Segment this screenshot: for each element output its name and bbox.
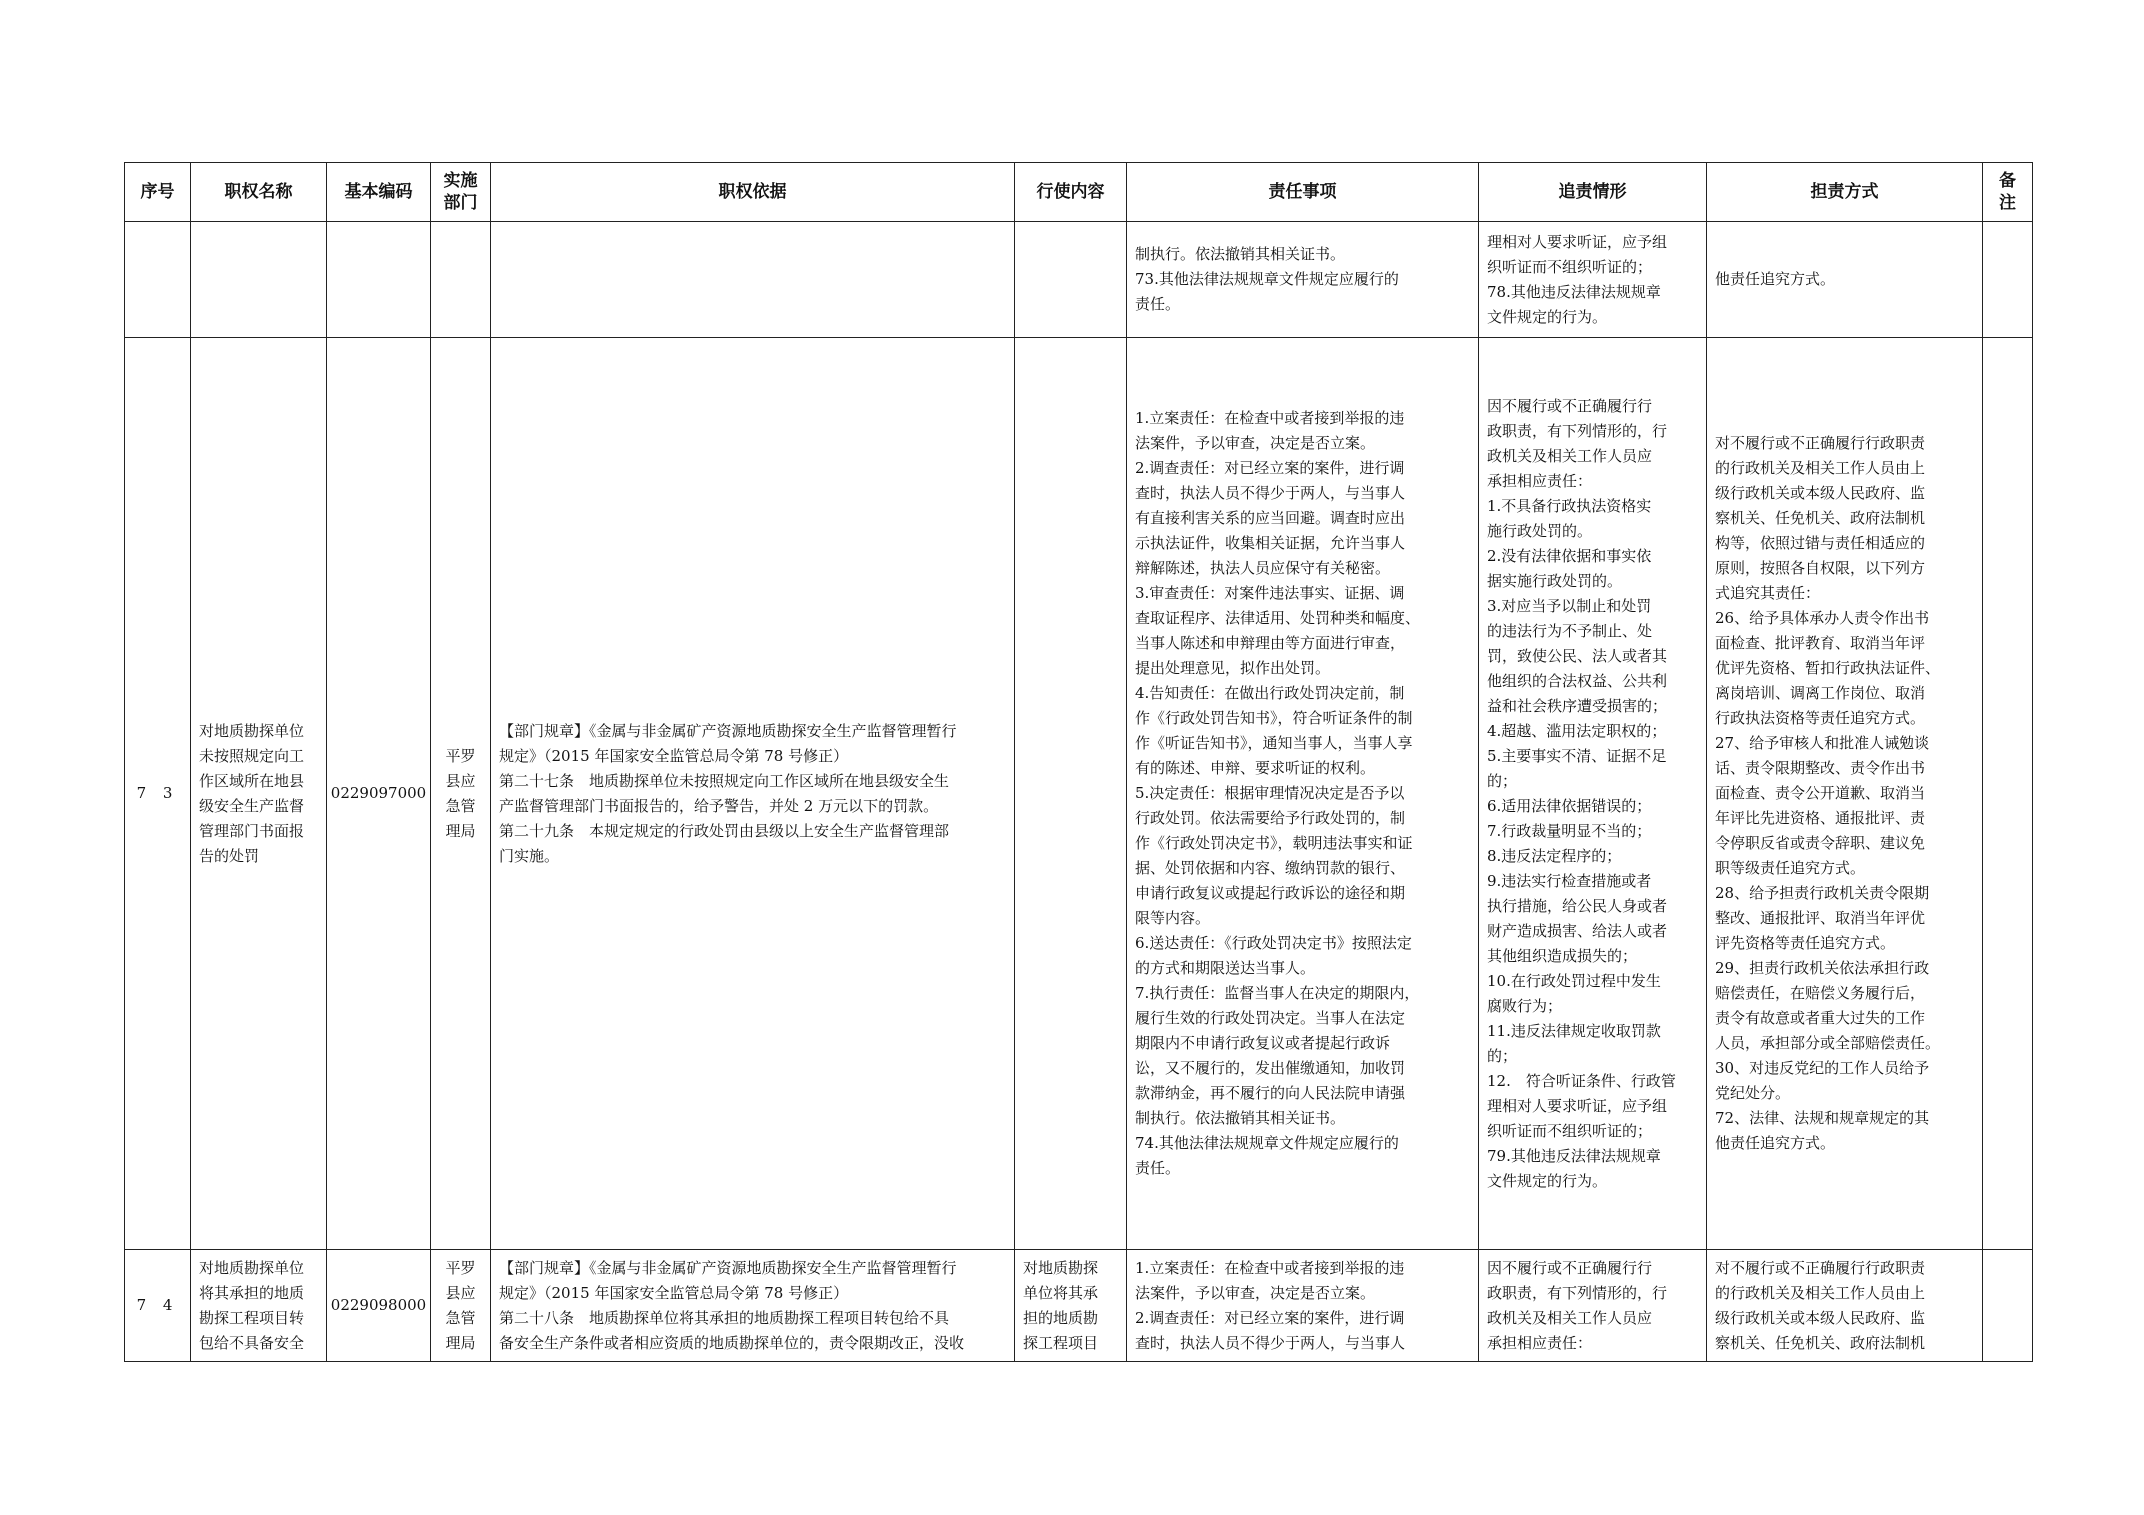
cell-accountability	[1479, 1250, 1707, 1362]
header-dept-text: 实施 部门	[443, 171, 478, 213]
header-liability: 担责方式	[1707, 163, 1983, 222]
cell-liability	[1707, 338, 1983, 1250]
cell-basis	[491, 338, 1015, 1250]
cell-content-text: 对地质勘探 单位将其承 担的地质勘 探工程项目	[1023, 1258, 1099, 1352]
header-basis: 职权依据	[491, 163, 1015, 222]
header-dept	[431, 163, 491, 222]
cell-duty	[1127, 1250, 1479, 1362]
header-row	[125, 163, 2033, 222]
cell-liability	[1707, 222, 1983, 338]
cell-code	[327, 1250, 431, 1362]
cell-duty-text: 1.立案责任：在检查中或者接到举报的违 法案件，予以审查，决定是否立案。 2.调查责任：对已经立案的案件，进行调 查时，执法人员不得少于两人，与当事人	[1135, 1258, 1406, 1352]
header-duty: 责任事项	[1127, 163, 1479, 222]
cell-seq	[125, 222, 191, 338]
cell-accountability	[1479, 338, 1707, 1250]
cell-duty	[1127, 338, 1479, 1250]
cell-duty-text: 1.立案责任：在检查中或者接到举报的违 法案件，予以审查，决定是否立案。 2.调查责任：对已经立案的案件，进行调 查时，执法人员不得少于两人，与当事人 有直接利害关系的应当回避。调查时应出 示执法证件，收集相关证据，允许当事人 辩解陈述，执法人员应保守有关秘密。 3.审查责任：对案件违法事实、证据、调 查取证程序、法律适用、处罚种类和幅度、 当事人陈述和申辩理由等方面进行审查， 提出处理意见，拟作出处罚。 4.告知责任：在做出行政处罚决定前，制 作《行政处罚告知书》，符合听证条件的制 作《听证告知书》，通知当事人，当事人享 有的陈述、申辩、要求听证的权利。 5.决定责任：根据审理情况决定是否予以 行政处罚。依法需要给予行政处罚的，制 作《行政处罚决定书》，载明违法事实和证 据、处罚依据和内容、缴纳罚款的银行、 申请行政复议或提起行政诉讼的途径和期 限等内容。 6.送达责任：《行政处罚决定书》按照法定 的方式和期限送达当事人。 7.执行责任：监督当事人在决定的期限内， 履行生效的行政处罚决定。当事人在法定 期限内不申请行政复议或者提起行政诉 讼，又不履行的，发出催缴通知，加收罚 款滞纳金，再不履行的向人民法院申请强 制执行。依法撤销其相关证书。 74.其他法律法规规章文件规定应履行的 责任。	[1135, 409, 1421, 1177]
cell-name	[191, 1250, 327, 1362]
cell-accountability-text: 因不履行或不正确履行行 政职责，有下列情形的，行 政机关及相关工作人员应 承担相应责任： 1.不具备行政执法资格实 施行政处罚的。 2.没有法律依据和事实依 据实施行政处罚的。 3.对应当予以制止和处罚 的违法行为不予制止、处 罚，致使公民、法人或者其 他组织的合法权益、公共利 益和社会秩序遭受损害的； 4.超越、滥用法定职权的； 5.主要事实不清、证据不足 的； 6.适用法律依据错误的； 7.行政裁量明显不当的； 8.违反法定程序的； 9.违法实行检查措施或者 执行措施，给公民人身或者 财产造成损害、给法人或者 其他组织造成损失的； 10.在行政处罚过程中发生 腐败行为； 11.违反法律规定收取罚款 的； 12. 符合听证条件、行政管 理相对人要求听证，应予组 织听证而不组织听证的； 79.其他违反法律法规规章 文件规定的行为。	[1487, 396, 1676, 1190]
cell-basis	[491, 1250, 1015, 1362]
cell-dept	[431, 338, 491, 1250]
cell-name-text: 对地质勘探单位 将其承担的地质 勘探工程项目转 包给不具备安全	[199, 1258, 305, 1352]
cell-code-text: 0229098000	[330, 1296, 427, 1314]
cell-basis-text: 【部门规章】《金属与非金属矿产资源地质勘探安全生产监督管理暂行 规定》（2015 年国家安全监管总局令第 78 号修正） 第二十八条 地质勘探单位将其承担的地质勘探工程项目转包给不具 备安全生产条件或者相应资质的地质勘探单位的，责令限期改正，没收	[499, 1258, 965, 1352]
cell-content	[1015, 1250, 1127, 1362]
cell-content	[1015, 222, 1127, 338]
header-remark	[1983, 163, 2033, 222]
cell-liability-text: 对不履行或不正确履行行政职责 的行政机关及相关工作人员由上 级行政机关或本级人民政府、监 察机关、任免机关、政府法制机	[1715, 1258, 1926, 1352]
cell-name	[191, 338, 327, 1250]
table-row	[125, 222, 2033, 338]
cell-liability	[1707, 1250, 1983, 1362]
header-accountability: 追责情形	[1479, 163, 1707, 222]
cell-accountability	[1479, 222, 1707, 338]
cell-name	[191, 222, 327, 338]
table-row	[125, 1250, 2033, 1362]
header-code: 基本编码	[327, 163, 431, 222]
cell-remark	[1983, 222, 2033, 338]
cell-name-text: 对地质勘探单位 未按照规定向工 作区域所在地县 级安全生产监督 管理部门书面报 告的处罚	[199, 721, 305, 865]
cell-code	[327, 338, 431, 1250]
cell-code	[327, 222, 431, 338]
cell-content	[1015, 338, 1127, 1250]
cell-seq-text: 7 4	[136, 1296, 179, 1314]
cell-remark	[1983, 338, 2033, 1250]
header-remark-text: 备 注	[1999, 171, 2016, 213]
cell-basis-text: 【部门规章】《金属与非金属矿产资源地质勘探安全生产监督管理暂行 规定》（2015 年国家安全监管总局令第 78 号修正） 第二十七条 地质勘探单位未按照规定向工作区域所在地县级安全生 产监督管理部门书面报告的，给予警告，并处 2 万元以下的罚款。 第二十九条 本规定规定的行政处罚由县级以上安全生产监督管理部 门实施。	[499, 721, 957, 865]
header-seq: 序号	[125, 163, 191, 222]
header-content: 行使内容	[1015, 163, 1127, 222]
cell-duty	[1127, 222, 1479, 338]
cell-dept-text: 平罗 县应 急管 理局	[445, 746, 476, 840]
cell-liability-text: 对不履行或不正确履行行政职责 的行政机关及相关工作人员由上 级行政机关或本级人民政府、监 察机关、任免机关、政府法制机 构等，依照过错与责任相适应的 原则，按照各自权限，以下列方 式追究其责任： 26、给予具体承办人责令作出书 面检查、批评教育、取消当年评 优评先资格、暂扣行政执法证件、 离岗培训、调离工作岗位、取消 行政执法资格等责任追究方式。 27、给予审核人和批准人诫勉谈 话、责令限期整改、责令作出书 面检查、责令公开道歉、取消当 年评比先进资格、通报批评、责 令停职反省或责令辞职、建议免 职等级责任追究方式。 28、给予担责行政机关责令限期 整改、通报批评、取消当年评优 评先资格等责任追究方式。 29、担责行政机关依法承担行政 赔偿责任，在赔偿义务履行后， 责令有故意或者重大过失的工作 人员，承担部分或全部赔偿责任。 30、对违反党纪的工作人员给予 党纪处分。 72、法律、法规和规章规定的其 他责任追究方式。	[1715, 434, 1941, 1152]
cell-dept-text: 平罗 县应 急管 理局	[445, 1258, 476, 1352]
duty-table	[124, 162, 2033, 1362]
cell-seq-text: 7 3	[136, 784, 179, 802]
cell-duty-text: 制执行。依法撤销其相关证书。 73.其他法律法规规章文件规定应履行的 责任。	[1135, 245, 1399, 313]
cell-accountability-text: 因不履行或不正确履行行 政职责，有下列情形的，行 政机关及相关工作人员应 承担相应责任：	[1487, 1258, 1668, 1352]
cell-liability-text: 他责任追究方式。	[1715, 270, 1836, 288]
header-name: 职权名称	[191, 163, 327, 222]
cell-basis	[491, 222, 1015, 338]
cell-code-text: 0229097000	[330, 784, 427, 802]
cell-dept	[431, 222, 491, 338]
cell-seq	[125, 1250, 191, 1362]
cell-remark	[1983, 1250, 2033, 1362]
cell-accountability-text: 理相对人要求听证，应予组 织听证而不组织听证的； 78.其他违反法律法规规章 文件规定的行为。	[1487, 232, 1668, 326]
cell-seq	[125, 338, 191, 1250]
cell-dept	[431, 1250, 491, 1362]
table-row	[125, 338, 2033, 1250]
